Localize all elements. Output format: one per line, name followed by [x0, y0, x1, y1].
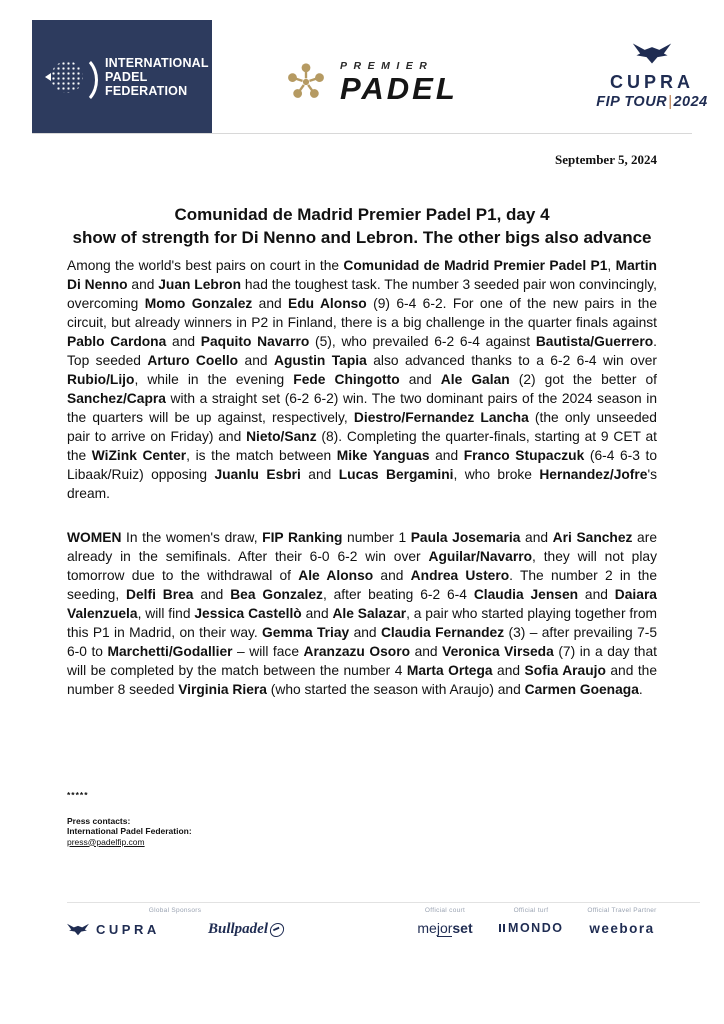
press-contacts-heading: Press contacts:: [67, 815, 131, 826]
global-sponsors-label: Global Sponsors: [148, 907, 202, 914]
paragraph-men: Among the world's best pairs on court in the Comunidad de Madrid Premier Padel P1, Martin Di Nenno and Juan Lebron had the toughest task. The number 3 seeded pair won convincingly, overcoming Momo Gonzalez and Edu Alonso (9) 6-4 6-2. For one of the new pairs in the circuit, but already winners in P2 in Finland, there is a big challenge in the quarter finals against Pablo Cardona and Paquito Navarro (5), who prevailed 6-2 6-4 against Bautista/Guerrero. Top seeded Arturo Coello and Agustin Tapia also advanced thanks to a 6-2 6-4 win over Rubio/Lijo, while in the evening Fede Chingotto and Ale Galan (2) got the better of Sanchez/Capra with a straight set (6-2 6-2) win. The two dominant pairs of the 2024 season in the quarters will be up against, respectively, Diestro/Fernandez Lancha (the only unseeded pair to arrive on Friday) and Nieto/Sanz (8). Completing the quarter-finals, starting at 9 CET at the WiZink Center, is the match between Mike Yanguas and Franco Stupaczuk (6-4 6-3 to Libaak/Ruiz) opposing Juanlu Esbri and Lucas Bergamini, who broke Hernandez/Jofre's dream.: [67, 258, 658, 501]
ipf-logo: [32, 20, 212, 134]
bullpadel-logo: Bullpadel: [208, 921, 284, 938]
official-court-label: Official court: [424, 907, 466, 914]
premier-padel-flower-icon: [284, 60, 328, 104]
cupra-bull-footer-icon: [66, 923, 90, 936]
mondo-bars-icon: [499, 924, 506, 932]
paragraph-women: WOMEN In the women's draw, FIP Ranking number 1 Paula Josemaria and Ari Sanchez are already in the semifinals. After their 6-0 6-2 win over Aguilar/Navarro, they will not play tomorrow due to the withdrawal of Ale Alonso and Andrea Ustero. The number 2 in the seeding, Delfi Brea and Bea Gonzalez, after beating 6-2 6-4 Claudia Jensen and Daiara Valenzuela, will find Jessica Castellò and Ale Salazar, a pair who started playing together from this P1 in Madrid, on their way. Gemma Triay and Claudia Fernandez (3) – after prevailing 7-5 6-0 to Marchetti/Godallier – will face Aranzazu Osoro and Veronica Virseda (7) in a day that will be completed by the match between the number 4 Marta Ortega and Sofia Araujo and the number 8 seeded Virginia Riera (who started the season with Araujo) and Carmen Goenaga.: [67, 530, 658, 697]
title-line-1: Comunidad de Madrid Premier Padel P1, day 4: [174, 205, 550, 225]
mejorset-logo: mejorset: [417, 920, 473, 936]
press-contacts-block: [67, 790, 192, 847]
global-sponsors-group: [66, 907, 284, 938]
official-turf-group: [486, 907, 576, 935]
page-title: [40, 204, 684, 249]
bullpadel-circle-icon: [269, 923, 285, 937]
ipf-logo-text: INTERNATIONAL PADEL FEDERATION: [105, 56, 209, 98]
weebora-logo: weebora: [589, 921, 655, 936]
padel-wordmark: PADEL: [340, 71, 458, 106]
cupra-footer-logo: CUPRA: [66, 922, 160, 937]
article-body: [67, 256, 657, 724]
premier-wordmark: PREMIER: [340, 60, 434, 72]
date: September 5, 2024: [555, 152, 657, 167]
footer-divider: [67, 902, 700, 903]
official-turf-label: Official turf: [513, 907, 549, 914]
title-line-2: show of strength for Di Nenno and Lebron. The other bigs also advance: [72, 227, 652, 247]
cupra-bull-icon: [631, 42, 673, 65]
cupra-wordmark: CUPRA: [609, 72, 694, 92]
header-divider: [32, 133, 692, 134]
premier-padel-logo: [284, 60, 458, 104]
official-travel-partner-group: [568, 907, 676, 936]
official-court-group: [398, 907, 492, 936]
ipf-emblem-icon: [48, 53, 94, 101]
cupra-fip-tour-logo: [596, 42, 708, 110]
official-travel-partner-label: Official Travel Partner: [587, 907, 657, 914]
press-email-link[interactable]: press@padelfip.com: [67, 836, 145, 847]
fip-tour-wordmark: FIP TOUR|2024: [596, 94, 708, 110]
press-contacts-org: International Padel Federation:: [67, 826, 192, 836]
separator-stars: *****: [67, 790, 89, 800]
mondo-logo: MONDO: [486, 921, 576, 935]
